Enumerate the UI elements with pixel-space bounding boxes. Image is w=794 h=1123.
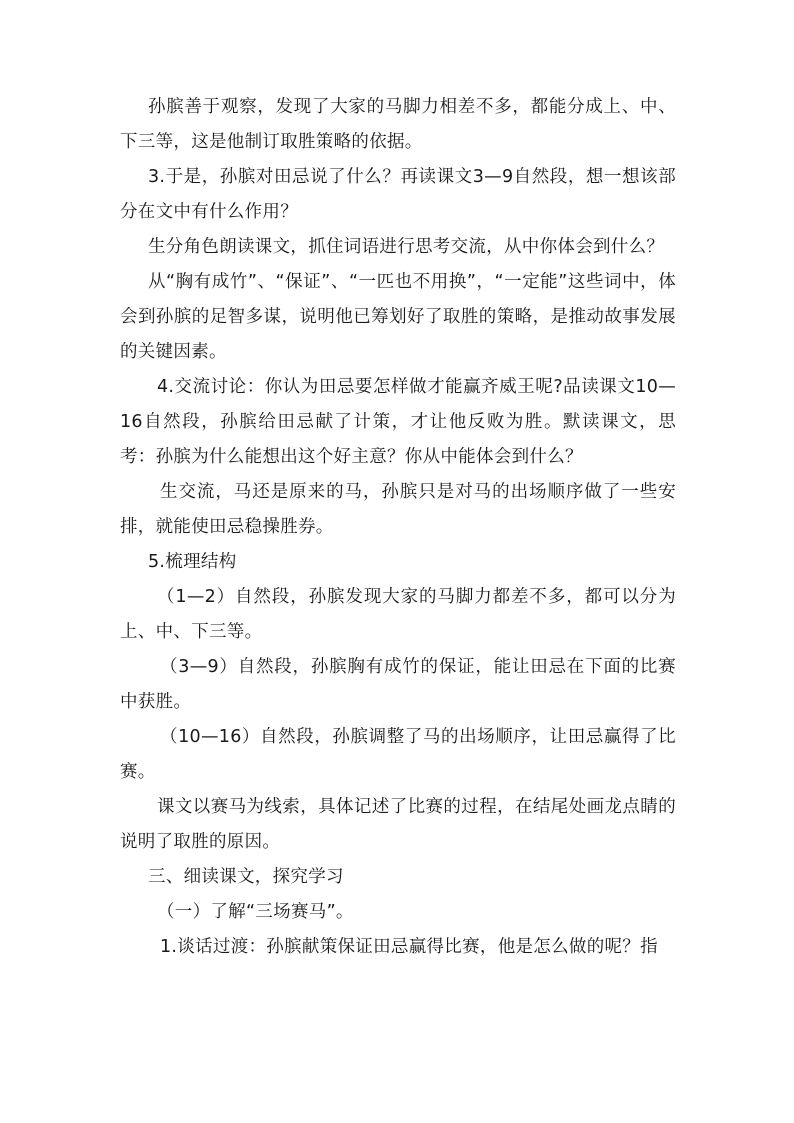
paragraph-structure-part-3: （10—16）自然段，孙膑调整了马的出场顺序，让田忌赢得了比赛。 [120,727,676,782]
paragraph-role-reading: 生分角色朗读课文，抓住词语进行思考交流，从中你体会到什么？ [148,237,665,257]
section-heading-close-reading: 三、细读课文，探究学习 [148,867,344,887]
paragraph-summary: 课文以赛马为线索，具体记述了比赛的过程，在结尾处画龙点睛的说明了取胜的原因。 [120,797,676,852]
subsection-heading-three-races: （一）了解“三场赛马”。 [157,902,354,922]
paragraph-transition-1: 1.谈话过渡：孙膑献策保证田忌赢得比赛，他是怎么做的呢？指 [160,937,658,957]
paragraph-structure-part-1: （1—2）自然段，孙膑发现大家的马脚力都差不多，都可以分为上、中、下三等。 [120,587,676,642]
paragraph-structure-part-2: （3—9）自然段，孙膑胸有成竹的保证，能让田忌在下面的比赛中获胜。 [120,657,676,712]
paragraph-question-3: 3.于是，孙膑对田忌说了什么？再读课文3—9自然段，想一想该部分在文中有什么作用？ [120,167,676,222]
paragraph-student-exchange: 生交流，马还是原来的马，孙膑只是对马的出场顺序做了一些安排，就能使田忌稳操胜券。 [120,482,676,537]
paragraph-observation: 孙膑善于观察，发现了大家的马脚力相差不多，都能分成上、中、下三等，这是他制订取胜策略的依据。 [120,97,676,152]
paragraph-structure-heading: 5.梳理结构 [148,552,237,572]
document-body [120,90,676,965]
paragraph-key-words: 从“胸有成竹”、“保证”、“一匹也不用换”，“一定能”这些词中，体会到孙膑的足智多谋，说明他已筹划好了取胜的策略，是推动故事发展的关键因素。 [120,272,676,362]
paragraph-discussion-4: 4.交流讨论：你认为田忌要怎样做才能赢齐威王呢?品读课文10—16自然段，孙膑给田忌献了计策，才让他反败为胜。默读课文，思考：孙膑为什么能想出这个好主意？你从中能体会到什么？ [120,377,676,467]
